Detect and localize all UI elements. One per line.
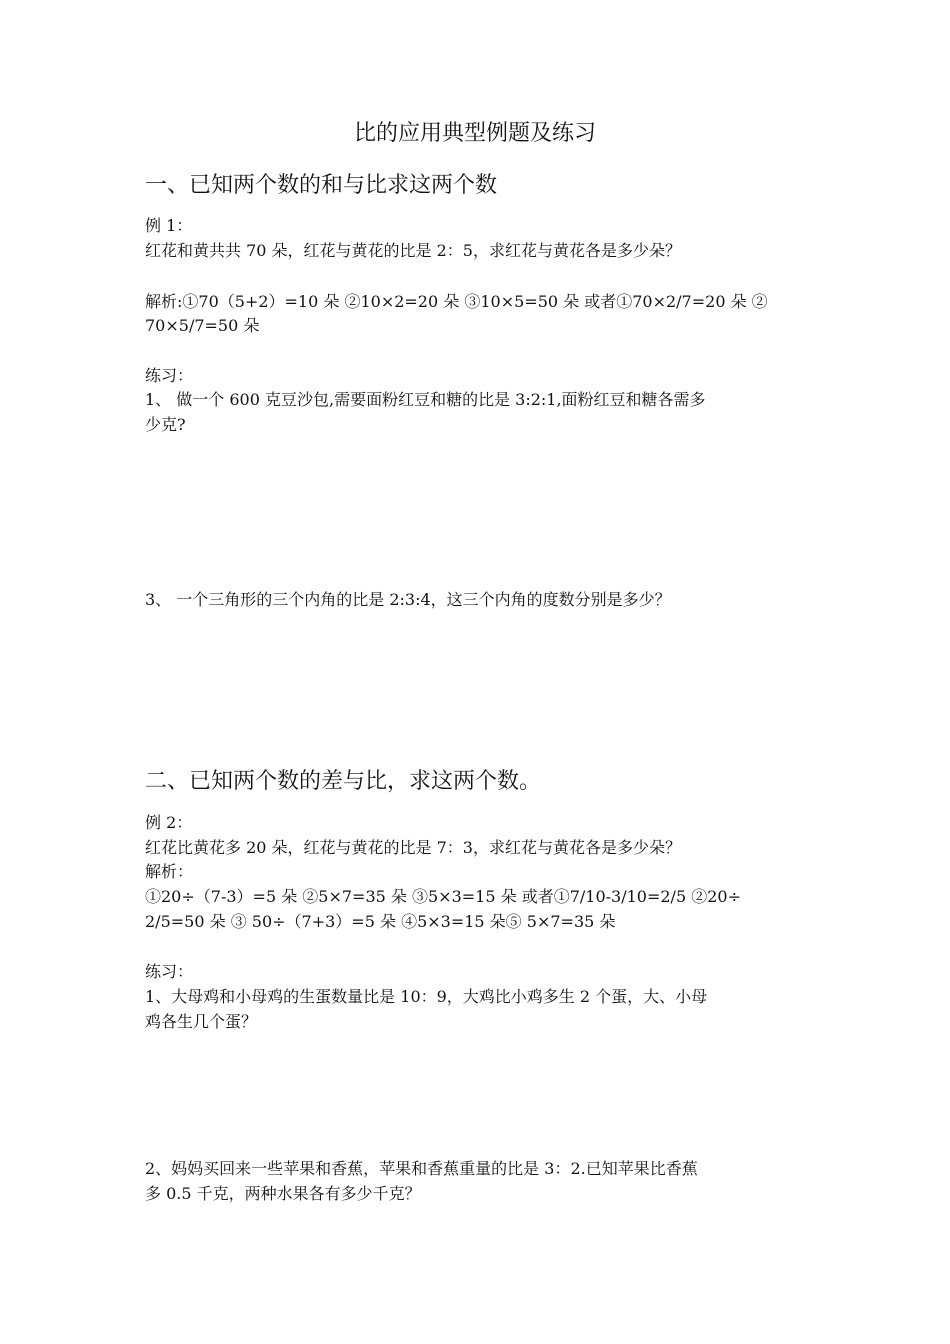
section1-practice-label: 练习： [145,366,194,385]
section1-question1-line2: 少克? [145,415,186,434]
section2-heading: 二、已知两个数的差与比，求这两个数。 [145,769,542,794]
section2-question2-line1: 2、妈妈买回来一些苹果和香蕉，苹果和香蕉重量的比是 3：2.已知苹果比香蕉 [145,1159,698,1178]
section1-question1-line1: 1、 做一个 600 克豆沙包,需要面粉红豆和糖的比是 3:2:1,面粉红豆和糖各需多 [145,390,706,409]
section1-analysis-line1: 解析:①70（5+2）=10 朵 ②10×2=20 朵 ③10×5=50 朵 或者①70×2/7=20 朵 ② [145,292,768,311]
section2-analysis-line2: 2/5=50 朵 ③ 50÷（7+3）=5 朵 ④5×3=15 朵⑤ 5×7=35 朵 [145,912,616,931]
section1-heading: 一、已知两个数的和与比求这两个数 [145,173,498,198]
section2-analysis-label: 解析： [145,862,194,881]
page-title: 比的应用典型例题及练习 [353,121,596,146]
section2-example-text: 红花比黄花多 20 朵，红花与黄花的比是 7：3，求红花与黄花各是多少朵？ [145,838,681,857]
section2-analysis-line1: ①20÷（7-3）=5 朵 ②5×7=35 朵 ③5×3=15 朵 或者①7/10-3/10=2/5 ②20÷ [145,887,741,906]
section1-analysis-line2: 70×5/7=50 朵 [145,316,260,335]
section2-question1-line1: 1、大母鸡和小母鸡的生蛋数量比是 10：9，大鸡比小鸡多生 2 个蛋，大、小母 [145,987,708,1006]
section2-question2-line2: 多 0.5 千克，两种水果各有多少千克？ [145,1184,421,1203]
section1-example-label: 例 1： [145,216,193,235]
section1-example-text: 红花和黄共共 70 朵，红花与黄花的比是 2：5，求红花与黄花各是多少朵？ [145,241,681,260]
section1-question3: 3、 一个三角形的三个内角的比是 2:3:4，这三个内角的度数分别是多少？ [145,590,671,609]
section2-practice-label: 练习： [145,962,194,981]
section2-example-label: 例 2： [145,813,193,832]
section2-question1-line2: 鸡各生几个蛋？ [145,1012,258,1031]
